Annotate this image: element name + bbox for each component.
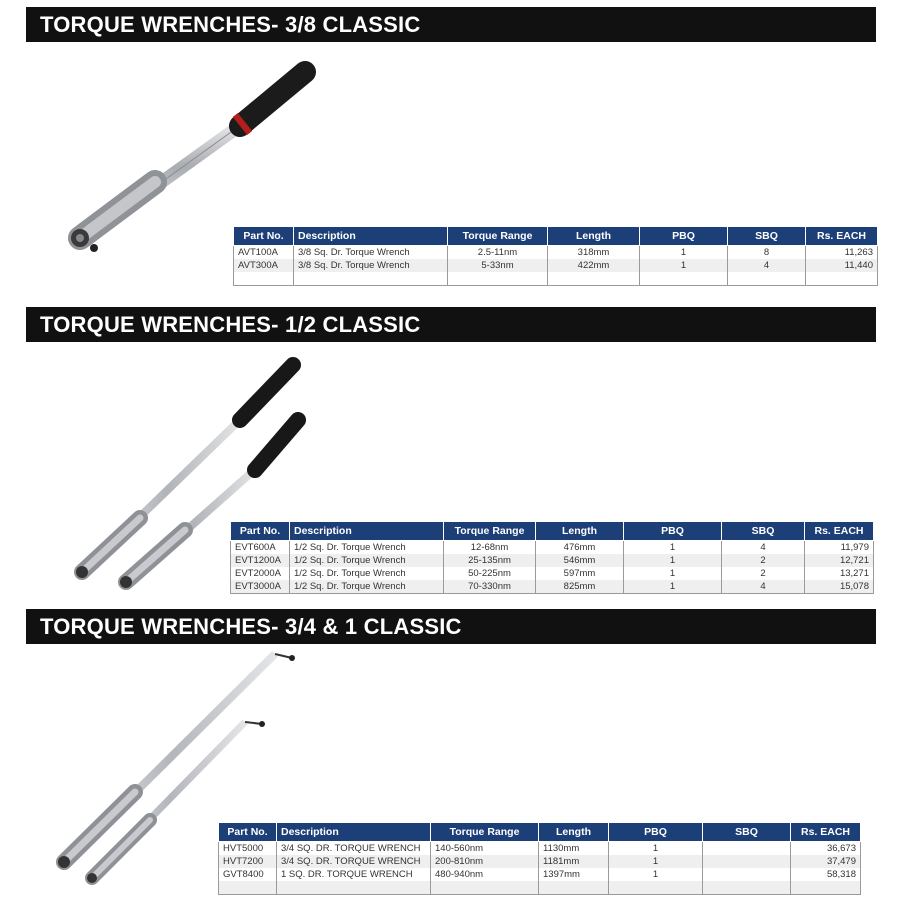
cell-torque-range: 200-810nm <box>431 855 539 868</box>
cell-torque-range: 70-330nm <box>444 580 536 594</box>
cell-sbq <box>703 868 791 881</box>
cell-description: 1/2 Sq. Dr. Torque Wrench <box>290 554 444 567</box>
header-price: Rs. EACH <box>791 823 861 842</box>
cell-part-no: GVT8400 <box>219 868 277 881</box>
header-sbq: SBQ <box>703 823 791 842</box>
cell-length: 597mm <box>536 567 624 580</box>
cell-description: 3/8 Sq. Dr. Torque Wrench <box>294 246 448 260</box>
cell-torque-range: 140-560nm <box>431 842 539 856</box>
spec-table-3-8 <box>233 226 878 286</box>
section-title-1-2: TORQUE WRENCHES- 1/2 CLASSIC <box>26 307 876 342</box>
table-row <box>231 580 874 594</box>
cell-price: 11,979 <box>805 541 874 555</box>
cell-torque-range: 5-33nm <box>448 259 548 272</box>
cell-description: 3/4 SQ. DR. TORQUE WRENCH <box>277 842 431 856</box>
cell-pbq: 1 <box>624 554 722 567</box>
cell-sbq: 4 <box>722 580 805 594</box>
header-pbq: PBQ <box>640 227 728 246</box>
cell-price: 11,440 <box>806 259 878 272</box>
section-title-3-8: TORQUE WRENCHES- 3/8 CLASSIC <box>26 7 876 42</box>
cell-length: 546mm <box>536 554 624 567</box>
cell-sbq <box>703 855 791 868</box>
header-sbq: SBQ <box>728 227 806 246</box>
header-sbq: SBQ <box>722 522 805 541</box>
header-pbq: PBQ <box>624 522 722 541</box>
cell-pbq: 1 <box>609 868 703 881</box>
header-price: Rs. EACH <box>806 227 878 246</box>
header-description: Description <box>277 823 431 842</box>
table-row <box>234 272 878 286</box>
cell-description: 1/2 Sq. Dr. Torque Wrench <box>290 541 444 555</box>
table-row <box>219 855 861 868</box>
cell-part-no: AVT300A <box>234 259 294 272</box>
header-price: Rs. EACH <box>805 522 874 541</box>
table-row <box>231 554 874 567</box>
table-row <box>234 259 878 272</box>
header-length: Length <box>539 823 609 842</box>
cell-torque-range: 25-135nm <box>444 554 536 567</box>
cell-description: 1 SQ. DR. TORQUE WRENCH <box>277 868 431 881</box>
cell-description: 3/4 SQ. DR. TORQUE WRENCH <box>277 855 431 868</box>
cell-pbq: 1 <box>640 259 728 272</box>
cell-pbq: 1 <box>609 842 703 856</box>
cell-part-no: AVT100A <box>234 246 294 260</box>
cell-sbq: 4 <box>728 259 806 272</box>
cell-torque-range: 480-940nm <box>431 868 539 881</box>
cell-torque-range: 50-225nm <box>444 567 536 580</box>
cell-part-no: HVT7200 <box>219 855 277 868</box>
section-title-3-4-and-1: TORQUE WRENCHES- 3/4 & 1 CLASSIC <box>26 609 876 644</box>
cell-sbq <box>703 842 791 856</box>
cell-part-no: EVT600A <box>231 541 290 555</box>
table-row <box>234 246 878 260</box>
cell-price: 58,318 <box>791 868 861 881</box>
cell-length: 422mm <box>548 259 640 272</box>
header-pbq: PBQ <box>609 823 703 842</box>
cell-part-no: EVT1200A <box>231 554 290 567</box>
cell-length: 1130mm <box>539 842 609 856</box>
cell-description: 3/8 Sq. Dr. Torque Wrench <box>294 259 448 272</box>
cell-torque-range: 12-68nm <box>444 541 536 555</box>
cell-price: 12,721 <box>805 554 874 567</box>
table-row <box>219 881 861 895</box>
table-row <box>231 541 874 555</box>
cell-length: 1181mm <box>539 855 609 868</box>
table-row <box>219 868 861 881</box>
cell-price: 15,078 <box>805 580 874 594</box>
cell-description: 1/2 Sq. Dr. Torque Wrench <box>290 580 444 594</box>
cell-part-no: EVT2000A <box>231 567 290 580</box>
header-torque-range: Torque Range <box>444 522 536 541</box>
cell-pbq: 1 <box>624 541 722 555</box>
cell-sbq: 4 <box>722 541 805 555</box>
cell-length: 476mm <box>536 541 624 555</box>
cell-description: 1/2 Sq. Dr. Torque Wrench <box>290 567 444 580</box>
header-part-no: Part No. <box>234 227 294 246</box>
header-length: Length <box>536 522 624 541</box>
cell-length: 318mm <box>548 246 640 260</box>
header-torque-range: Torque Range <box>431 823 539 842</box>
table-row <box>231 567 874 580</box>
cell-pbq: 1 <box>624 580 722 594</box>
cell-sbq: 2 <box>722 567 805 580</box>
cell-price: 13,271 <box>805 567 874 580</box>
header-description: Description <box>290 522 444 541</box>
cell-sbq: 2 <box>722 554 805 567</box>
table-row <box>219 842 861 856</box>
cell-torque-range: 2.5-11nm <box>448 246 548 260</box>
header-torque-range: Torque Range <box>448 227 548 246</box>
cell-part-no: EVT3000A <box>231 580 290 594</box>
cell-price: 11,263 <box>806 246 878 260</box>
header-description: Description <box>294 227 448 246</box>
spec-table-3-4-and-1 <box>218 822 861 895</box>
cell-price: 37,479 <box>791 855 861 868</box>
cell-length: 825mm <box>536 580 624 594</box>
spec-table-1-2 <box>230 521 874 594</box>
cell-sbq: 8 <box>728 246 806 260</box>
cell-price: 36,673 <box>791 842 861 856</box>
cell-pbq: 1 <box>624 567 722 580</box>
cell-part-no: HVT5000 <box>219 842 277 856</box>
header-part-no: Part No. <box>231 522 290 541</box>
header-length: Length <box>548 227 640 246</box>
cell-pbq: 1 <box>609 855 703 868</box>
cell-pbq: 1 <box>640 246 728 260</box>
header-part-no: Part No. <box>219 823 277 842</box>
cell-length: 1397mm <box>539 868 609 881</box>
